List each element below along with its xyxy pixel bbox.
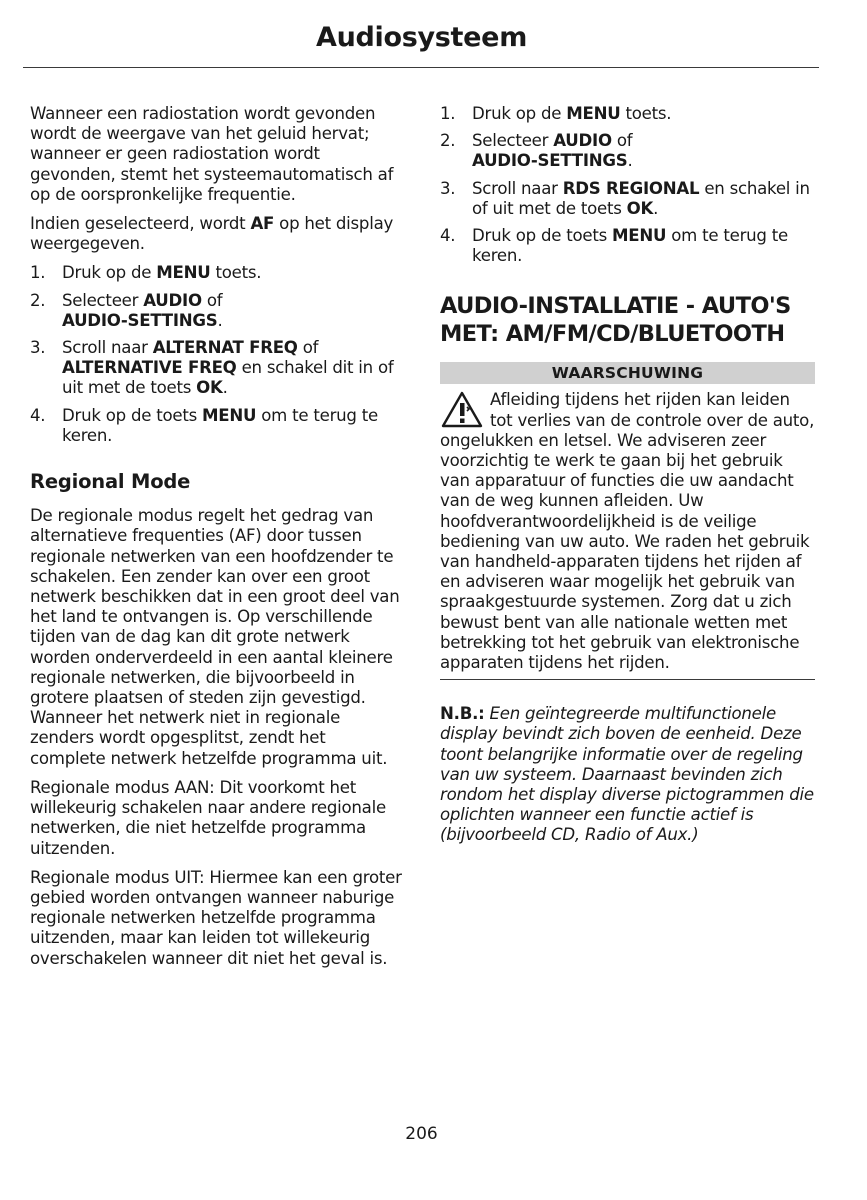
section-heading-regional-mode: Regional Mode [30,470,191,494]
list-item: 4. Druk op de toets MENU om te terug te keren. [30,405,378,445]
page-title: Audiosysteem [315,22,528,53]
section-heading-audio-installation: AUDIO-INSTALLATIE - AUTO'S MET: AM/FM/CD/BLUETOOTH [440,293,791,348]
paragraph-radio-found: Wanneer een radiostation wordt gevonden wordt de weergave van het geluid hervat; wanneer er geen radiostation wordt gevonden, stemt het systeemautomatisch af op de oorspronkelijke frequentie. [30,104,394,204]
list-item: 3. Scroll naar ALTERNAT FREQ of ALTERNATIVE FREQ en schakel dit in of uit met de toets OK. [30,338,394,398]
title-divider [23,67,819,68]
right-column [440,104,815,855]
list-item: 4. Druk op de toets MENU om te terug te keren. [440,226,788,266]
note-paragraph [440,704,815,845]
list-item: 1. Druk op de MENU toets. [30,263,262,283]
list-item: 2. Selecteer AUDIO of AUDIO-SETTINGS. [30,290,223,330]
list-item: 2. Selecteer AUDIO of AUDIO-SETTINGS. [440,131,633,171]
list-item: 1. Druk op de MENU toets. [440,104,672,123]
paragraph-af-display: Indien geselecteerd, wordt AF op het display weergegeven. [30,214,394,254]
note-text: Een geïntegreerde multifunctionele display bevindt zich boven de eenheid. Deze toont belangrijke informatie over de regeling van uw systeem. Daarnaast bevinden zich rondom het display diverse pictogrammen die oplichten wanneer een functie actief is (bijvoorbeeld CD, Radio of Aux.) [440,704,814,845]
page-number: 206 [405,1124,438,1144]
note-label: N.B.: [440,704,485,724]
warning-box [440,390,815,673]
af-steps-list [30,263,406,446]
warning-text: Afleiding tijdens het rijden kan leiden tot verlies van de controle over de auto, ongelukken en letsel. We adviseren zeer voorzichtig te werk te gaan bij het gebruik van apparatuur of functies die uw aandacht van de weg kunnen afleiden. Uw hoofdverantwoordelijkheid is de veilige bediening van uw auto. We raden het gebruik van handheld-apparaten tijdens het rijden af en adviseren waar mogelijk het gebruik van spraakgestuurde systemen. Zorg dat u zich bewust bent van alle nationale wetten met betrekking tot het gebruik van elektronische apparaten tijdens het rijden. [440,390,815,673]
left-column [30,104,406,978]
rds-steps-list [440,104,815,266]
warning-triangle-icon [440,390,484,430]
paragraph-regional-on: Regionale modus AAN: Dit voorkomt het willekeurig schakelen naar andere regionale netwerken, die niet hetzelfde programma uitzenden. [30,777,386,858]
list-item: 3. Scroll naar RDS REGIONAL en schakel in of uit met de toets OK. [440,178,810,218]
paragraph-regional-description: De regionale modus regelt het gedrag van alternatieve frequenties (AF) door tussen regionale netwerken van een hoofdzender te schakelen. Een zender kan over een groot netwerk beschikken dat in een groot deel van het land te ontvangen is. Op verschillende tijden van de dag kan dit grote netwerk worden onderverdeeld in een aantal kleinere regionale netwerken, die bijvoorbeeld in grotere plaatsen of steden zijn gevestigd. Wanneer het netwerk niet in regionale zenders wordt opgesplitst, zendt het complete netwerk hetzelfde programma uit. [30,506,400,768]
warning-divider [440,679,815,680]
paragraph-regional-off: Regionale modus UIT: Hiermee kan een groter gebied worden ontvangen wanneer naburige regionale netwerken hetzelfde programma uitzenden, maar kan leiden tot willekeurig overschakelen wanneer dit niet het geval is. [30,867,402,968]
warning-label: WAARSCHUWING [440,362,815,384]
